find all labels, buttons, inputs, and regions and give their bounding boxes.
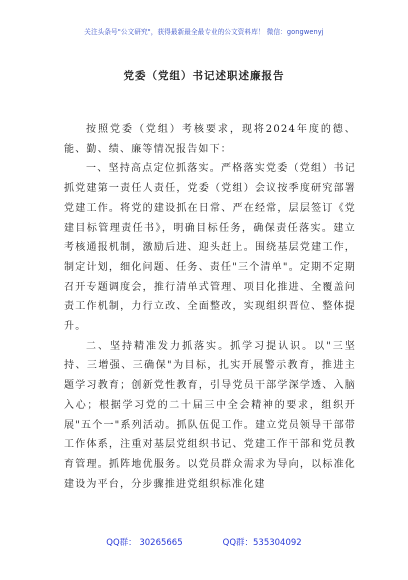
footer-qq-group-2: QQ群：535304092 (222, 538, 302, 548)
paragraph-section-one: 一、坚持高点定位抓落实。严格落实党委（党组）书记抓党建第一责任人责任，党委（党组）会议按季度研究部署党建工作。将党的建设抓在日常、严在经常，层层签订《党建目标管理责任书》，明确目标任务，确保责任落实。建立考核通报机制，激励后进、迎头赶上。围绕基层党建工作，制定计划，细化问题、任务、责任"三个清单"。定期不定期召开专题调度会，推行清单式管理、项目化推进、全覆盖问责工作机制，力行立改、全面整改，实现组织晋位、整体提升。 (64, 163, 356, 333)
footer-qq-group-1: QQ群： 30265665 (106, 538, 183, 548)
paragraph-section-two: 二、坚持精准发力抓落实。抓学习提认识。以"三坚持、三增强、三确保"为目标，扎实开展警示教育，推进主题学习教育；创新党性教育，引导党员干部学深学透、入脑入心；根据学习党的二十届三中全会精神的要求，组织开展"五个一"系列活动。抓队伍促工作。建立党员领导干部带工作体系，注重对基层党组织书记、党建工作干部和党员教育管理。抓阵地优服务。以党员群众需求为导向，以标准化建设为平台，分步骤推进党组织标准化建 (64, 340, 356, 490)
document-title: 党委（党组）书记述职述廉报告 (123, 70, 285, 82)
paragraph-intro: 按照党委（党组）考核要求，现将2024年度的德、能、勤、绩、廉等情况报告如下： (64, 124, 356, 155)
footer-qq-groups (0, 536, 408, 548)
document-body (64, 120, 356, 494)
header-banner: 关注头条号"公文研究"，获得最新最全最专业的公文资料库！ 微信：gongwenyj (84, 28, 324, 36)
